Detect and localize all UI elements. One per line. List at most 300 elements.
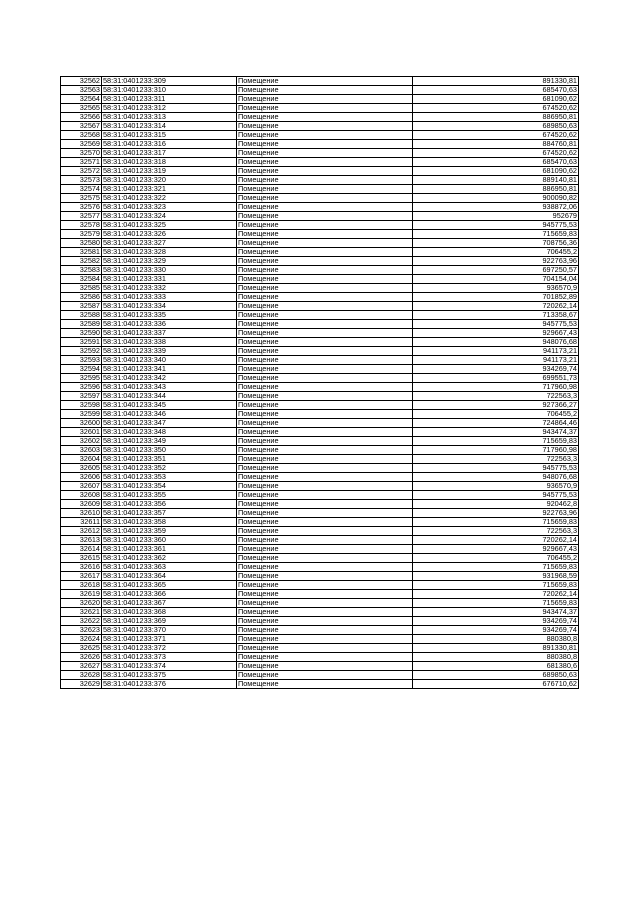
table-row [61,239,579,248]
row-number-cell: 32574 [61,185,102,194]
object-type-cell: Помещение [237,239,413,248]
object-type-cell: Помещение [237,437,413,446]
table-row [61,86,579,95]
cadastral-value-cell: 704154,04 [413,275,579,284]
row-number-cell: 32626 [61,653,102,662]
cadastral-value-cell: 685470,63 [413,86,579,95]
cadastral-value-cell: 920462,8 [413,500,579,509]
object-type-cell: Помещение [237,95,413,104]
row-number-cell: 32614 [61,545,102,554]
cadastral-value-cell: 681090,62 [413,167,579,176]
cadastral-value-cell: 701852,89 [413,293,579,302]
table-row [61,257,579,266]
object-type-cell: Помещение [237,122,413,131]
cadastral-number-cell: 58:31:0401233:328 [102,248,237,257]
table-row [61,365,579,374]
cadastral-value-cell: 936570,9 [413,284,579,293]
cadastral-number-cell: 58:31:0401233:340 [102,356,237,365]
row-number-cell: 32610 [61,509,102,518]
cadastral-number-cell: 58:31:0401233:350 [102,446,237,455]
table-row [61,311,579,320]
row-number-cell: 32577 [61,212,102,221]
table-row [61,266,579,275]
cadastral-value-cell: 891330,81 [413,77,579,86]
row-number-cell: 32592 [61,347,102,356]
cadastral-number-cell: 58:31:0401233:322 [102,194,237,203]
cadastral-value-cell: 891330,81 [413,644,579,653]
row-number-cell: 32562 [61,77,102,86]
row-number-cell: 32600 [61,419,102,428]
cadastral-number-cell: 58:31:0401233:321 [102,185,237,194]
row-number-cell: 32604 [61,455,102,464]
cadastral-number-cell: 58:31:0401233:345 [102,401,237,410]
cadastral-number-cell: 58:31:0401233:311 [102,95,237,104]
table-row [61,653,579,662]
row-number-cell: 32608 [61,491,102,500]
cadastral-number-cell: 58:31:0401233:342 [102,374,237,383]
table-row [61,563,579,572]
table-row [61,482,579,491]
cadastral-value-cell: 948076,68 [413,473,579,482]
row-number-cell: 32572 [61,167,102,176]
cadastral-value-cell: 715659,83 [413,437,579,446]
object-type-cell: Помещение [237,77,413,86]
row-number-cell: 32585 [61,284,102,293]
object-type-cell: Помещение [237,635,413,644]
row-number-cell: 32602 [61,437,102,446]
object-type-cell: Помещение [237,626,413,635]
table-row [61,275,579,284]
row-number-cell: 32599 [61,410,102,419]
row-number-cell: 32570 [61,149,102,158]
object-type-cell: Помещение [237,311,413,320]
cadastral-number-cell: 58:31:0401233:312 [102,104,237,113]
object-type-cell: Помещение [237,104,413,113]
cadastral-number-cell: 58:31:0401233:309 [102,77,237,86]
cadastral-number-cell: 58:31:0401233:330 [102,266,237,275]
table-row [61,338,579,347]
object-type-cell: Помещение [237,509,413,518]
cadastral-number-cell: 58:31:0401233:334 [102,302,237,311]
row-number-cell: 32589 [61,320,102,329]
cadastral-number-cell: 58:31:0401233:349 [102,437,237,446]
row-number-cell: 32595 [61,374,102,383]
object-type-cell: Помещение [237,113,413,122]
cadastral-number-cell: 58:31:0401233:343 [102,383,237,392]
cadastral-value-cell: 717960,98 [413,383,579,392]
table-row [61,158,579,167]
cadastral-number-cell: 58:31:0401233:375 [102,671,237,680]
cadastral-number-cell: 58:31:0401233:332 [102,284,237,293]
cadastral-value-cell: 689850,63 [413,671,579,680]
table-row [61,104,579,113]
table-row [61,518,579,527]
cadastral-value-cell: 674520,62 [413,131,579,140]
table-row [61,590,579,599]
cadastral-value-cell: 929667,43 [413,545,579,554]
table-row [61,455,579,464]
cadastral-value-cell: 900090,82 [413,194,579,203]
row-number-cell: 32623 [61,626,102,635]
table-row [61,176,579,185]
object-type-cell: Помещение [237,545,413,554]
object-type-cell: Помещение [237,527,413,536]
row-number-cell: 32601 [61,428,102,437]
cadastral-number-cell: 58:31:0401233:354 [102,482,237,491]
table-row [61,464,579,473]
row-number-cell: 32590 [61,329,102,338]
object-type-cell: Помещение [237,275,413,284]
cadastral-value-cell: 927366,27 [413,401,579,410]
cadastral-number-cell: 58:31:0401233:310 [102,86,237,95]
object-type-cell: Помещение [237,644,413,653]
row-number-cell: 32613 [61,536,102,545]
cadastral-number-cell: 58:31:0401233:353 [102,473,237,482]
cadastral-value-cell: 720262,14 [413,302,579,311]
row-number-cell: 32593 [61,356,102,365]
table-row [61,167,579,176]
cadastral-value-cell: 708756,36 [413,239,579,248]
object-type-cell: Помещение [237,680,413,689]
table-row [61,77,579,86]
table-row [61,284,579,293]
table-row [61,635,579,644]
table-row [61,572,579,581]
object-type-cell: Помещение [237,572,413,581]
row-number-cell: 32576 [61,203,102,212]
cadastral-value-cell: 722563,3 [413,527,579,536]
object-type-cell: Помещение [237,482,413,491]
row-number-cell: 32586 [61,293,102,302]
object-type-cell: Помещение [237,410,413,419]
row-number-cell: 32615 [61,554,102,563]
object-type-cell: Помещение [237,401,413,410]
table-row [61,401,579,410]
row-number-cell: 32597 [61,392,102,401]
cadastral-value-cell: 952679 [413,212,579,221]
cadastral-number-cell: 58:31:0401233:341 [102,365,237,374]
cadastral-number-cell: 58:31:0401233:319 [102,167,237,176]
table-row [61,608,579,617]
object-type-cell: Помещение [237,428,413,437]
table-row [61,194,579,203]
cadastral-number-cell: 58:31:0401233:315 [102,131,237,140]
cadastral-value-cell: 681380,6 [413,662,579,671]
cadastral-value-cell: 934269,74 [413,617,579,626]
cadastral-value-cell: 943474,37 [413,608,579,617]
cadastral-number-cell: 58:31:0401233:333 [102,293,237,302]
cadastral-number-cell: 58:31:0401233:364 [102,572,237,581]
cadastral-value-cell: 715659,83 [413,230,579,239]
object-type-cell: Помещение [237,284,413,293]
cadastral-number-cell: 58:31:0401233:314 [102,122,237,131]
row-number-cell: 32580 [61,239,102,248]
table-row [61,329,579,338]
row-number-cell: 32578 [61,221,102,230]
row-number-cell: 32628 [61,671,102,680]
cadastral-value-cell: 676710,62 [413,680,579,689]
table-row [61,644,579,653]
cadastral-number-cell: 58:31:0401233:313 [102,113,237,122]
object-type-cell: Помещение [237,194,413,203]
cadastral-number-cell: 58:31:0401233:360 [102,536,237,545]
cadastral-number-cell: 58:31:0401233:374 [102,662,237,671]
row-number-cell: 32622 [61,617,102,626]
object-type-cell: Помещение [237,653,413,662]
cadastral-number-cell: 58:31:0401233:355 [102,491,237,500]
row-number-cell: 32591 [61,338,102,347]
row-number-cell: 32568 [61,131,102,140]
cadastral-number-cell: 58:31:0401233:320 [102,176,237,185]
cadastral-value-cell: 934269,74 [413,365,579,374]
table-row [61,410,579,419]
cadastral-number-cell: 58:31:0401233:347 [102,419,237,428]
row-number-cell: 32596 [61,383,102,392]
table-row [61,248,579,257]
cadastral-value-cell: 674520,62 [413,104,579,113]
cadastral-number-cell: 58:31:0401233:339 [102,347,237,356]
cadastral-value-cell: 722563,3 [413,392,579,401]
cadastral-number-cell: 58:31:0401233:357 [102,509,237,518]
object-type-cell: Помещение [237,149,413,158]
cadastral-number-cell: 58:31:0401233:376 [102,680,237,689]
table-row [61,383,579,392]
object-type-cell: Помещение [237,176,413,185]
row-number-cell: 32569 [61,140,102,149]
table-row [61,446,579,455]
object-type-cell: Помещение [237,554,413,563]
object-type-cell: Помещение [237,221,413,230]
table-row [61,221,579,230]
table-row [61,131,579,140]
object-type-cell: Помещение [237,374,413,383]
table-row [61,347,579,356]
row-number-cell: 32607 [61,482,102,491]
cadastral-value-cell: 941173,21 [413,356,579,365]
cadastral-value-cell: 720262,14 [413,590,579,599]
object-type-cell: Помещение [237,293,413,302]
cadastral-value-cell: 706455,2 [413,248,579,257]
cadastral-number-cell: 58:31:0401233:331 [102,275,237,284]
object-type-cell: Помещение [237,230,413,239]
object-type-cell: Помещение [237,500,413,509]
cadastral-number-cell: 58:31:0401233:329 [102,257,237,266]
object-type-cell: Помещение [237,158,413,167]
table-row [61,671,579,680]
row-number-cell: 32563 [61,86,102,95]
object-type-cell: Помещение [237,563,413,572]
table-row [61,212,579,221]
cadastral-number-cell: 58:31:0401233:361 [102,545,237,554]
cadastral-value-cell: 724864,46 [413,419,579,428]
cadastral-value-cell: 945775,53 [413,491,579,500]
cadastral-number-cell: 58:31:0401233:318 [102,158,237,167]
row-number-cell: 32618 [61,581,102,590]
row-number-cell: 32579 [61,230,102,239]
object-type-cell: Помещение [237,491,413,500]
cadastral-value-cell: 681090,62 [413,95,579,104]
cadastral-value-cell: 706455,2 [413,410,579,419]
row-number-cell: 32617 [61,572,102,581]
row-number-cell: 32567 [61,122,102,131]
table-row [61,140,579,149]
row-number-cell: 32582 [61,257,102,266]
object-type-cell: Помещение [237,518,413,527]
object-type-cell: Помещение [237,455,413,464]
row-number-cell: 32627 [61,662,102,671]
table-row [61,95,579,104]
row-number-cell: 32625 [61,644,102,653]
table-row [61,302,579,311]
cadastral-number-cell: 58:31:0401233:363 [102,563,237,572]
cadastral-value-cell: 889140,81 [413,176,579,185]
table-row [61,545,579,554]
row-number-cell: 32620 [61,599,102,608]
table-row [61,293,579,302]
object-type-cell: Помещение [237,338,413,347]
row-number-cell: 32573 [61,176,102,185]
table-row [61,554,579,563]
cadastral-number-cell: 58:31:0401233:365 [102,581,237,590]
cadastral-value-cell: 922763,96 [413,509,579,518]
object-type-cell: Помещение [237,86,413,95]
cadastral-value-cell: 880380,8 [413,635,579,644]
table-row [61,230,579,239]
cadastral-value-cell: 922763,96 [413,257,579,266]
cadastral-value-cell: 931968,59 [413,572,579,581]
object-type-cell: Помещение [237,212,413,221]
row-number-cell: 32571 [61,158,102,167]
object-type-cell: Помещение [237,536,413,545]
object-type-cell: Помещение [237,356,413,365]
object-type-cell: Помещение [237,473,413,482]
row-number-cell: 32575 [61,194,102,203]
cadastral-value-cell: 884760,81 [413,140,579,149]
row-number-cell: 32605 [61,464,102,473]
table-row [61,617,579,626]
table-row [61,437,579,446]
row-number-cell: 32616 [61,563,102,572]
cadastral-value-cell: 941173,21 [413,347,579,356]
cadastral-value-cell: 938872,06 [413,203,579,212]
cadastral-number-cell: 58:31:0401233:336 [102,320,237,329]
cadastral-value-cell: 713358,67 [413,311,579,320]
cadastral-number-cell: 58:31:0401233:344 [102,392,237,401]
cadastral-number-cell: 58:31:0401233:326 [102,230,237,239]
cadastral-number-cell: 58:31:0401233:356 [102,500,237,509]
object-type-cell: Помещение [237,266,413,275]
cadastral-number-cell: 58:31:0401233:372 [102,644,237,653]
cadastral-value-cell: 715659,83 [413,581,579,590]
table-row [61,374,579,383]
cadastral-value-cell: 945775,53 [413,464,579,473]
cadastral-value-cell: 886950,81 [413,113,579,122]
cadastral-number-cell: 58:31:0401233:324 [102,212,237,221]
table-row [61,599,579,608]
row-number-cell: 32564 [61,95,102,104]
object-type-cell: Помещение [237,383,413,392]
cadastral-value-cell: 945775,53 [413,221,579,230]
cadastral-number-cell: 58:31:0401233:351 [102,455,237,464]
row-number-cell: 32598 [61,401,102,410]
cadastral-value-cell: 685470,63 [413,158,579,167]
cadastral-value-cell: 948076,68 [413,338,579,347]
cadastral-number-cell: 58:31:0401233:359 [102,527,237,536]
row-number-cell: 32624 [61,635,102,644]
row-number-cell: 32565 [61,104,102,113]
cadastral-value-cell: 706455,2 [413,554,579,563]
table-row [61,392,579,401]
object-type-cell: Помещение [237,365,413,374]
row-number-cell: 32606 [61,473,102,482]
object-type-cell: Помещение [237,464,413,473]
table-row [61,680,579,689]
row-number-cell: 32609 [61,500,102,509]
table-row [61,203,579,212]
object-type-cell: Помещение [237,581,413,590]
cadastral-value-cell: 715659,83 [413,599,579,608]
table-row [61,662,579,671]
row-number-cell: 32566 [61,113,102,122]
object-type-cell: Помещение [237,140,413,149]
table-row [61,149,579,158]
cadastral-number-cell: 58:31:0401233:366 [102,590,237,599]
cadastral-number-cell: 58:31:0401233:323 [102,203,237,212]
cadastral-value-cell: 689850,63 [413,122,579,131]
object-type-cell: Помещение [237,203,413,212]
object-type-cell: Помещение [237,392,413,401]
object-type-cell: Помещение [237,347,413,356]
cadastral-value-cell: 945775,53 [413,320,579,329]
cadastral-number-cell: 58:31:0401233:367 [102,599,237,608]
cadastral-number-cell: 58:31:0401233:317 [102,149,237,158]
object-type-cell: Помещение [237,248,413,257]
object-type-cell: Помещение [237,590,413,599]
table-row [61,419,579,428]
cadastral-number-cell: 58:31:0401233:352 [102,464,237,473]
object-type-cell: Помещение [237,185,413,194]
table-row [61,113,579,122]
object-type-cell: Помещение [237,329,413,338]
row-number-cell: 32594 [61,365,102,374]
object-type-cell: Помещение [237,302,413,311]
cadastral-number-cell: 58:31:0401233:327 [102,239,237,248]
row-number-cell: 32603 [61,446,102,455]
cadastral-value-cell: 886950,81 [413,185,579,194]
row-number-cell: 32619 [61,590,102,599]
cadastral-value-cell: 936570,9 [413,482,579,491]
table-row [61,428,579,437]
object-type-cell: Помещение [237,599,413,608]
object-type-cell: Помещение [237,662,413,671]
cadastral-number-cell: 58:31:0401233:348 [102,428,237,437]
table-row [61,356,579,365]
row-number-cell: 32629 [61,680,102,689]
cadastral-number-cell: 58:31:0401233:338 [102,338,237,347]
row-number-cell: 32621 [61,608,102,617]
table-row [61,491,579,500]
cadastral-value-cell: 929667,43 [413,329,579,338]
cadastral-number-cell: 58:31:0401233:337 [102,329,237,338]
object-type-cell: Помещение [237,131,413,140]
object-type-cell: Помещение [237,419,413,428]
cadastral-value-cell: 722563,3 [413,455,579,464]
cadastral-number-cell: 58:31:0401233:370 [102,626,237,635]
cadastral-value-cell: 697250,57 [413,266,579,275]
table-row [61,320,579,329]
table-row [61,185,579,194]
object-type-cell: Помещение [237,446,413,455]
